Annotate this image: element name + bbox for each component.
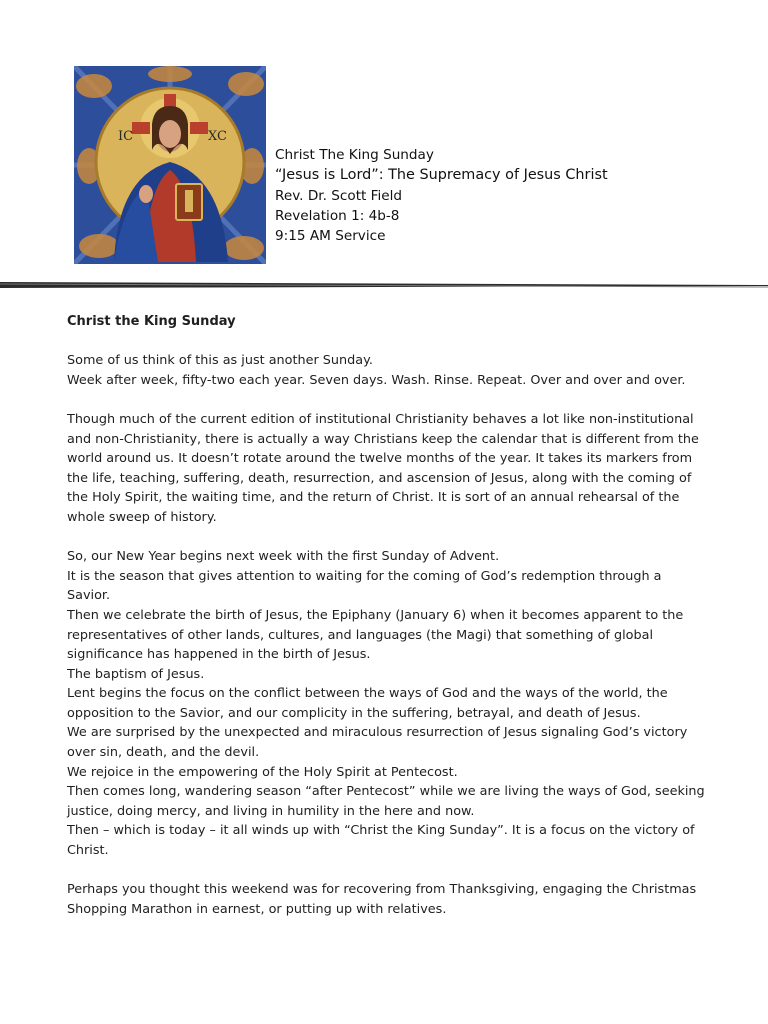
- svg-text:XC: XC: [208, 129, 227, 144]
- sermon-header: [275, 145, 608, 246]
- svg-text:IC: IC: [118, 129, 134, 144]
- text-line: Week after week, fifty-two each year. Seven days. Wash. Rinse. Repeat. Over and over and over.: [67, 372, 686, 388]
- text-line: We are surprised by the unexpected and miraculous resurrection of Jesus signaling God’s victory over sin, death, and the devil.: [67, 725, 688, 761]
- header-divider: [0, 281, 768, 289]
- sermon-title: “Jesus is Lord”: The Supremacy of Jesus Christ: [275, 167, 608, 184]
- text-line: So, our New Year begins next week with the first Sunday of Advent.: [67, 549, 500, 565]
- text-line: We rejoice in the empowering of the Holy Spirit at Pentecost.: [67, 764, 458, 780]
- body-heading: Christ the King Sunday: [67, 314, 236, 329]
- paragraph: [67, 410, 707, 528]
- service-name: Christ The King Sunday: [275, 147, 434, 163]
- paragraph: [67, 547, 707, 861]
- paragraph: [67, 880, 707, 919]
- text-line: Some of us think of this as just another Sunday.: [67, 353, 373, 369]
- text-line: Then – which is today – it all winds up with “Christ the King Sunday”. It is a focus on the victory of Christ.: [67, 823, 695, 859]
- text-line: Then comes long, wandering season “after Pentecost” while we are living the ways of God, seeking justice, doing mercy, and living in humility in the here and now.: [67, 784, 705, 819]
- text-line: Perhaps you thought this weekend was for recovering from Thanksgiving, engaging the Christmas Shopping Marathon in earnest, or putting up with relatives.: [67, 882, 697, 917]
- preacher-name: Rev. Dr. Scott Field: [275, 187, 403, 204]
- text-line: It is the season that gives attention to waiting for the coming of God’s redemption through a Savior.: [67, 568, 662, 604]
- scripture-reference: Revelation 1: 4b-8: [275, 207, 400, 224]
- service-time: 9:15 AM Service: [275, 228, 386, 245]
- paragraph: [67, 351, 707, 390]
- text-line: Lent begins the focus on the conflict between the ways of God and the ways of the world, the opposition to the Savior, and our complicity in the suffering, betrayal, and death of Jesus.: [67, 686, 668, 721]
- text-line: The baptism of Jesus.: [67, 666, 205, 682]
- text-line: Though much of the current edition of institutional Christianity behaves a lot like non-institutional and non-Christianity, there is actually a way Christians keep the calendar that is different from the world around us. It doesn’t rotate around the twelve months of the year. It takes its markers from the life, teaching, suffering, death, resurrection, and ascension of Jesus, along with the coming of the Holy Spirit, the waiting time, and the return of Christ. It is sort of an annual rehearsal of the whole sweep of history.: [67, 411, 699, 525]
- text-line: Then we celebrate the birth of Jesus, the Epiphany (January 6) when it becomes apparent to the representatives of other lands, cultures, and languages (the Magi) that something of global significance has happened in the birth of Jesus.: [67, 607, 684, 663]
- christ-pantocrator-image: [74, 66, 266, 264]
- sermon-body: [67, 312, 707, 939]
